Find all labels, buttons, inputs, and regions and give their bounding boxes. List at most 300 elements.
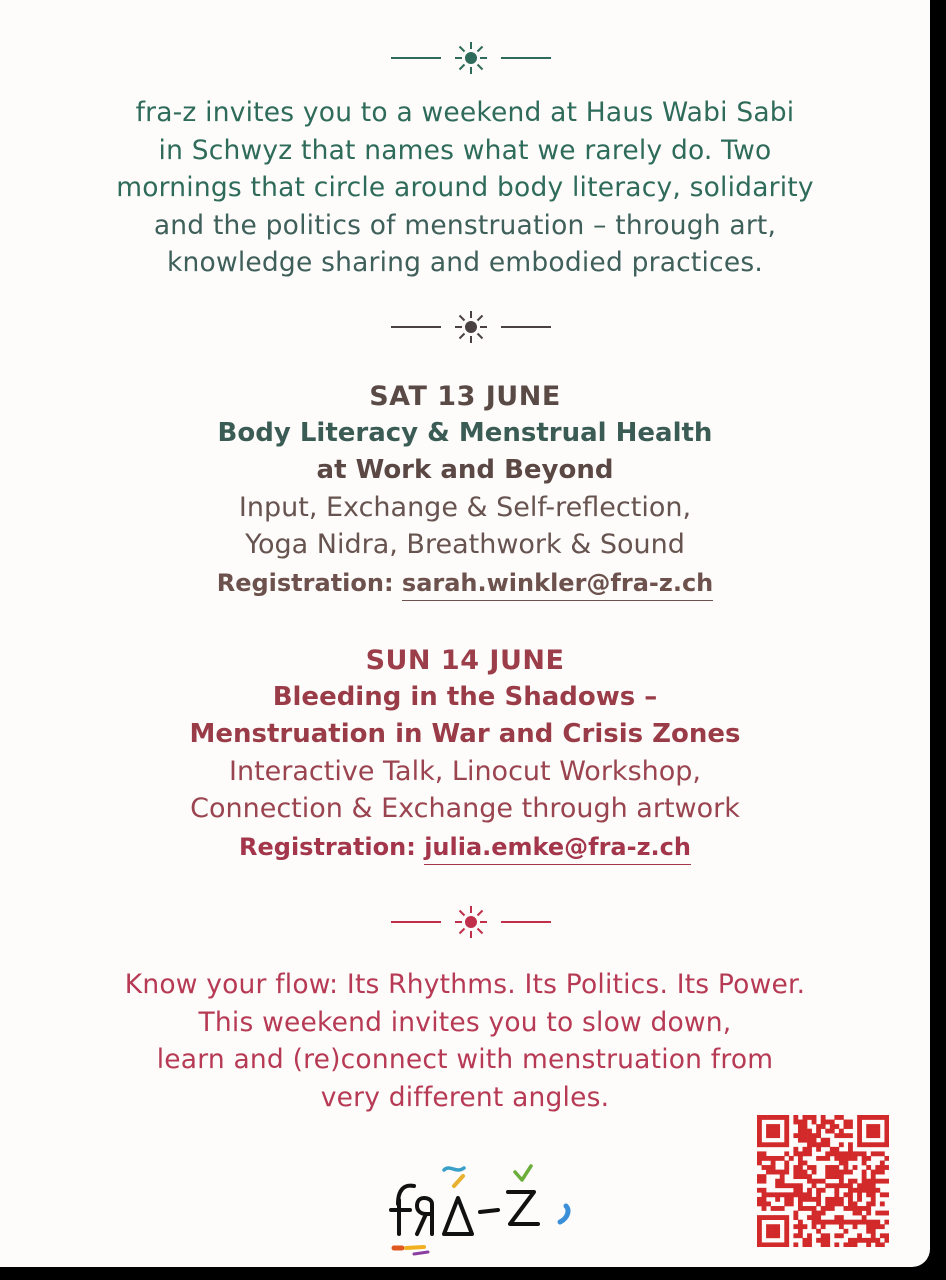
- qr-module: [757, 1201, 762, 1206]
- qr-module: [803, 1138, 808, 1143]
- qr-module: [880, 1233, 885, 1238]
- qr-module: [834, 1197, 839, 1202]
- qr-module: [816, 1142, 821, 1147]
- qr-module: [762, 1201, 767, 1206]
- qr-module: [853, 1156, 858, 1161]
- qr-module: [784, 1183, 789, 1188]
- qr-module: [848, 1192, 853, 1197]
- qr-module: [793, 1133, 798, 1138]
- qr-module: [784, 1129, 789, 1134]
- qr-module: [857, 1211, 862, 1216]
- qr-module: [798, 1188, 803, 1193]
- qr-module: [798, 1161, 803, 1166]
- qr-module: [784, 1229, 789, 1234]
- qr-module: [834, 1215, 839, 1220]
- qr-module: [880, 1151, 885, 1156]
- qr-module: [825, 1220, 830, 1225]
- qr-module: [807, 1142, 812, 1147]
- qr-module: [784, 1133, 789, 1138]
- qr-module: [821, 1120, 826, 1125]
- qr-module: [798, 1165, 803, 1170]
- qr-module: [812, 1206, 817, 1211]
- qr-module: [762, 1215, 767, 1220]
- qr-module: [857, 1133, 862, 1138]
- qr-module: [784, 1197, 789, 1202]
- qr-module: [798, 1229, 803, 1234]
- qr-module: [821, 1206, 826, 1211]
- qr-module: [866, 1238, 871, 1243]
- qr-module: [825, 1197, 830, 1202]
- qr-module: [871, 1197, 876, 1202]
- qr-module: [766, 1192, 771, 1197]
- outro-text: [0, 966, 930, 1116]
- intro-text: [0, 94, 930, 282]
- qr-module: [771, 1142, 776, 1147]
- qr-module: [780, 1242, 785, 1247]
- qr-module: [857, 1129, 862, 1134]
- qr-module: [798, 1183, 803, 1188]
- qr-module: [780, 1170, 785, 1175]
- qr-module: [793, 1211, 798, 1216]
- qr-module: [784, 1138, 789, 1143]
- qr-module: [816, 1201, 821, 1206]
- qr-module: [825, 1174, 830, 1179]
- qr-module: [771, 1133, 776, 1138]
- qr-module: [775, 1192, 780, 1197]
- qr-module: [798, 1220, 803, 1225]
- qr-module: [784, 1192, 789, 1197]
- qr-module: [853, 1179, 858, 1184]
- qr-module: [857, 1238, 862, 1243]
- event-date: SUN 14 JUNE: [365, 645, 565, 676]
- qr-module: [875, 1179, 880, 1184]
- qr-module: [784, 1151, 789, 1156]
- qr-module: [839, 1197, 844, 1202]
- qr-module: [803, 1161, 808, 1166]
- qr-module: [798, 1151, 803, 1156]
- qr-module: [793, 1174, 798, 1179]
- qr-module: [834, 1115, 839, 1120]
- qr-module: [803, 1174, 808, 1179]
- qr-module: [775, 1170, 780, 1175]
- qr-module: [866, 1201, 871, 1206]
- qr-module: [798, 1233, 803, 1238]
- qr-module: [834, 1170, 839, 1175]
- qr-module: [771, 1170, 776, 1175]
- event-title: at Work and Beyond: [316, 455, 614, 485]
- qr-module: [839, 1174, 844, 1179]
- qr-module: [839, 1115, 844, 1120]
- qr-module: [825, 1201, 830, 1206]
- qr-module: [821, 1124, 826, 1129]
- qr-module: [762, 1242, 767, 1247]
- qr-module: [757, 1120, 762, 1125]
- qr-module: [775, 1197, 780, 1202]
- qr-module: [880, 1179, 885, 1184]
- qr-module: [793, 1242, 798, 1247]
- qr-module: [816, 1179, 821, 1184]
- qr-module: [853, 1165, 858, 1170]
- qr-module: [871, 1142, 876, 1147]
- qr-module: [807, 1215, 812, 1220]
- qr-module: [821, 1156, 826, 1161]
- qr-module: [853, 1201, 858, 1206]
- intro-line: fra-z invites you to a weekend at Haus Wabi Sabi: [135, 97, 795, 128]
- qr-module: [762, 1206, 767, 1211]
- qr-module: [825, 1142, 830, 1147]
- qr-module: [848, 1156, 853, 1161]
- qr-module: [830, 1129, 835, 1134]
- qr-module: [839, 1161, 844, 1166]
- qr-module: [775, 1215, 780, 1220]
- qr-module: [830, 1197, 835, 1202]
- qr-module: [834, 1242, 839, 1247]
- qr-module: [816, 1229, 821, 1234]
- qr-module: [871, 1220, 876, 1225]
- qr-module: [803, 1151, 808, 1156]
- qr-module: [862, 1161, 867, 1166]
- qr-module: [834, 1183, 839, 1188]
- qr-module: [784, 1142, 789, 1147]
- qr-module: [843, 1192, 848, 1197]
- qr-module: [866, 1142, 871, 1147]
- qr-module: [780, 1183, 785, 1188]
- qr-module: [784, 1115, 789, 1120]
- qr-module: [875, 1211, 880, 1216]
- qr-module: [862, 1174, 867, 1179]
- qr-module: [816, 1238, 821, 1243]
- qr-module: [875, 1142, 880, 1147]
- qr-module: [839, 1179, 844, 1184]
- qr-module: [771, 1115, 776, 1120]
- qr-module: [884, 1165, 889, 1170]
- sun-icon: [385, 38, 557, 78]
- qr-module: [793, 1188, 798, 1193]
- qr-module: [875, 1124, 880, 1129]
- qr-module: [807, 1165, 812, 1170]
- divider-top: [0, 38, 930, 78]
- qr-module: [830, 1170, 835, 1175]
- qr-module: [821, 1233, 826, 1238]
- qr-module: [816, 1220, 821, 1225]
- qr-module: [862, 1188, 867, 1193]
- qr-module: [784, 1161, 789, 1166]
- qr-module: [862, 1151, 867, 1156]
- qr-module: [793, 1183, 798, 1188]
- qr-module: [884, 1133, 889, 1138]
- qr-module: [812, 1215, 817, 1220]
- qr-module: [803, 1129, 808, 1134]
- qr-module: [766, 1242, 771, 1247]
- qr-module: [775, 1224, 780, 1229]
- qr-module: [862, 1206, 867, 1211]
- qr-module: [775, 1179, 780, 1184]
- qr-module: [871, 1192, 876, 1197]
- qr-module: [812, 1138, 817, 1143]
- qr-module: [871, 1170, 876, 1175]
- qr-module: [862, 1183, 867, 1188]
- qr-module: [816, 1211, 821, 1216]
- qr-module: [812, 1211, 817, 1216]
- qr-module: [825, 1242, 830, 1247]
- qr-module: [866, 1165, 871, 1170]
- qr-module: [866, 1188, 871, 1193]
- qr-module: [803, 1206, 808, 1211]
- qr-module: [821, 1138, 826, 1143]
- qr-module: [757, 1229, 762, 1234]
- qr-module: [884, 1115, 889, 1120]
- qr-module: [789, 1156, 794, 1161]
- qr-module: [857, 1142, 862, 1147]
- qr-module: [812, 1115, 817, 1120]
- qr-module: [848, 1170, 853, 1175]
- qr-module: [857, 1115, 862, 1120]
- qr-module: [775, 1142, 780, 1147]
- qr-module: [780, 1156, 785, 1161]
- qr-module: [848, 1147, 853, 1152]
- qr-module: [875, 1220, 880, 1225]
- qr-module: [853, 1211, 858, 1216]
- qr-module: [871, 1174, 876, 1179]
- qr-module: [798, 1224, 803, 1229]
- qr-module: [807, 1129, 812, 1134]
- qr-module: [812, 1170, 817, 1175]
- qr-module: [843, 1165, 848, 1170]
- qr-module: [789, 1183, 794, 1188]
- qr-module: [839, 1142, 844, 1147]
- qr-module: [880, 1201, 885, 1206]
- outro-line: very different angles.: [320, 1081, 610, 1113]
- qr-module: [839, 1233, 844, 1238]
- qr-module: [771, 1165, 776, 1170]
- qr-module: [866, 1224, 871, 1229]
- qr-module: [757, 1174, 762, 1179]
- qr-module: [771, 1156, 776, 1161]
- qr-module: [775, 1133, 780, 1138]
- qr-module: [803, 1120, 808, 1125]
- qr-module: [843, 1151, 848, 1156]
- qr-module: [766, 1215, 771, 1220]
- qr-module: [880, 1170, 885, 1175]
- qr-module: [793, 1233, 798, 1238]
- qr-module: [825, 1151, 830, 1156]
- qr-module: [871, 1129, 876, 1134]
- qr-module: [780, 1115, 785, 1120]
- qr-module: [803, 1133, 808, 1138]
- qr-module: [775, 1229, 780, 1234]
- qr-module: [798, 1192, 803, 1197]
- qr-module: [793, 1120, 798, 1125]
- event-sunday: [0, 642, 930, 865]
- outro-line: learn and (re)connect with menstruation from: [156, 1044, 774, 1075]
- qr-module: [825, 1170, 830, 1175]
- intro-line: knowledge sharing and embodied practices.: [167, 247, 763, 278]
- qr-module: [784, 1201, 789, 1206]
- qr-module: [816, 1197, 821, 1202]
- qr-module: [866, 1192, 871, 1197]
- intro-line: mornings that circle around body literacy, solidarity: [116, 172, 814, 203]
- qr-module: [757, 1233, 762, 1238]
- qr-module: [762, 1165, 767, 1170]
- qr-module: [821, 1115, 826, 1120]
- qr-module: [871, 1133, 876, 1138]
- qr-module: [757, 1138, 762, 1143]
- qr-module: [843, 1133, 848, 1138]
- qr-module: [884, 1238, 889, 1243]
- registration-email-link[interactable]: julia.emke@fra-z.ch: [424, 832, 691, 865]
- qr-module: [766, 1133, 771, 1138]
- qr-module: [825, 1156, 830, 1161]
- qr-module: [843, 1242, 848, 1247]
- qr-module: [807, 1133, 812, 1138]
- qr-module: [871, 1238, 876, 1243]
- qr-module: [875, 1224, 880, 1229]
- qr-module: [857, 1206, 862, 1211]
- qr-module: [830, 1206, 835, 1211]
- qr-module: [812, 1220, 817, 1225]
- outro-line: Know your flow: Its Rhythms. Its Politics. Its Power.: [124, 969, 806, 1000]
- qr-module: [857, 1183, 862, 1188]
- qr-module: [871, 1115, 876, 1120]
- registration-label: Registration:: [239, 833, 416, 861]
- qr-module: [830, 1220, 835, 1225]
- qr-module: [857, 1233, 862, 1238]
- qr-module: [775, 1233, 780, 1238]
- qr-module: [821, 1238, 826, 1243]
- event-description: Yoga Nidra, Breathwork & Sound: [245, 529, 685, 560]
- qr-module: [843, 1183, 848, 1188]
- qr-module: [803, 1224, 808, 1229]
- qr-module: [771, 1192, 776, 1197]
- qr-module: [798, 1133, 803, 1138]
- qr-module: [884, 1220, 889, 1225]
- qr-module: [793, 1147, 798, 1152]
- qr-module: [834, 1156, 839, 1161]
- qr-module: [862, 1220, 867, 1225]
- qr-module: [853, 1151, 858, 1156]
- qr-module: [789, 1192, 794, 1197]
- qr-module: [757, 1129, 762, 1134]
- registration-row: [0, 829, 930, 865]
- qr-module: [816, 1133, 821, 1138]
- qr-module: [853, 1224, 858, 1229]
- qr-module: [825, 1129, 830, 1134]
- qr-module: [853, 1206, 858, 1211]
- qr-module: [821, 1211, 826, 1216]
- qr-module: [816, 1192, 821, 1197]
- qr-module: [812, 1224, 817, 1229]
- qr-module: [821, 1179, 826, 1184]
- event-title: Bleeding in the Shadows –: [272, 682, 658, 712]
- qr-module: [793, 1192, 798, 1197]
- divider-middle: [0, 307, 930, 347]
- qr-module: [784, 1224, 789, 1229]
- qr-module: [757, 1161, 762, 1166]
- qr-module: [757, 1179, 762, 1184]
- registration-email-link[interactable]: sarah.winkler@fra-z.ch: [402, 568, 713, 601]
- qr-module: [784, 1233, 789, 1238]
- qr-module: [848, 1242, 853, 1247]
- qr-module: [843, 1220, 848, 1225]
- qr-module: [871, 1201, 876, 1206]
- qr-module: [834, 1151, 839, 1156]
- qr-module: [875, 1188, 880, 1193]
- qr-module: [839, 1170, 844, 1175]
- qr-module: [825, 1233, 830, 1238]
- qr-module: [762, 1197, 767, 1202]
- qr-module: [807, 1188, 812, 1193]
- qr-module: [848, 1201, 853, 1206]
- qr-module: [866, 1129, 871, 1134]
- qr-module: [830, 1174, 835, 1179]
- qr-module: [857, 1124, 862, 1129]
- qr-module: [766, 1129, 771, 1134]
- qr-module: [862, 1142, 867, 1147]
- qr-module: [843, 1124, 848, 1129]
- qr-module: [834, 1192, 839, 1197]
- qr-module: [816, 1156, 821, 1161]
- qr-module: [843, 1229, 848, 1234]
- qr-module: [780, 1192, 785, 1197]
- qr-module: [857, 1220, 862, 1225]
- qr-module: [848, 1120, 853, 1125]
- outro-line: This weekend invites you to slow down,: [198, 1006, 732, 1038]
- qr-module: [784, 1124, 789, 1129]
- qr-module: [771, 1215, 776, 1220]
- qr-module: [766, 1124, 771, 1129]
- event-title: Menstruation in War and Crisis Zones: [189, 719, 741, 749]
- event-title: Body Literacy & Menstrual Health: [217, 418, 713, 448]
- qr-module: [862, 1238, 867, 1243]
- intro-line: in Schwyz that names what we rarely do. Two: [158, 134, 772, 166]
- qr-module: [848, 1220, 853, 1225]
- qr-module: [807, 1151, 812, 1156]
- qr-module: [757, 1242, 762, 1247]
- qr-module: [807, 1115, 812, 1120]
- qr-module: [884, 1233, 889, 1238]
- qr-module: [830, 1165, 835, 1170]
- qr-module: [875, 1165, 880, 1170]
- qr-module: [853, 1220, 858, 1225]
- qr-module: [766, 1201, 771, 1206]
- qr-module: [880, 1211, 885, 1216]
- qr-module: [866, 1242, 871, 1247]
- qr-module: [766, 1165, 771, 1170]
- qr-module: [875, 1238, 880, 1243]
- qr-module: [793, 1224, 798, 1229]
- qr-module: [848, 1183, 853, 1188]
- qr-module: [880, 1224, 885, 1229]
- qr-module: [839, 1201, 844, 1206]
- qr-module: [857, 1151, 862, 1156]
- qr-module: [848, 1133, 853, 1138]
- qr-module: [803, 1115, 808, 1120]
- qr-module: [780, 1142, 785, 1147]
- qr-module: [803, 1197, 808, 1202]
- qr-module: [834, 1233, 839, 1238]
- qr-module: [853, 1188, 858, 1193]
- qr-module: [884, 1129, 889, 1134]
- qr-module: [798, 1120, 803, 1125]
- qr-module: [812, 1120, 817, 1125]
- qr-module: [784, 1165, 789, 1170]
- qr-module: [766, 1115, 771, 1120]
- qr-module: [812, 1142, 817, 1147]
- qr-module: [816, 1147, 821, 1152]
- qr-module: [884, 1211, 889, 1216]
- qr-module: [757, 1224, 762, 1229]
- qr-module: [798, 1197, 803, 1202]
